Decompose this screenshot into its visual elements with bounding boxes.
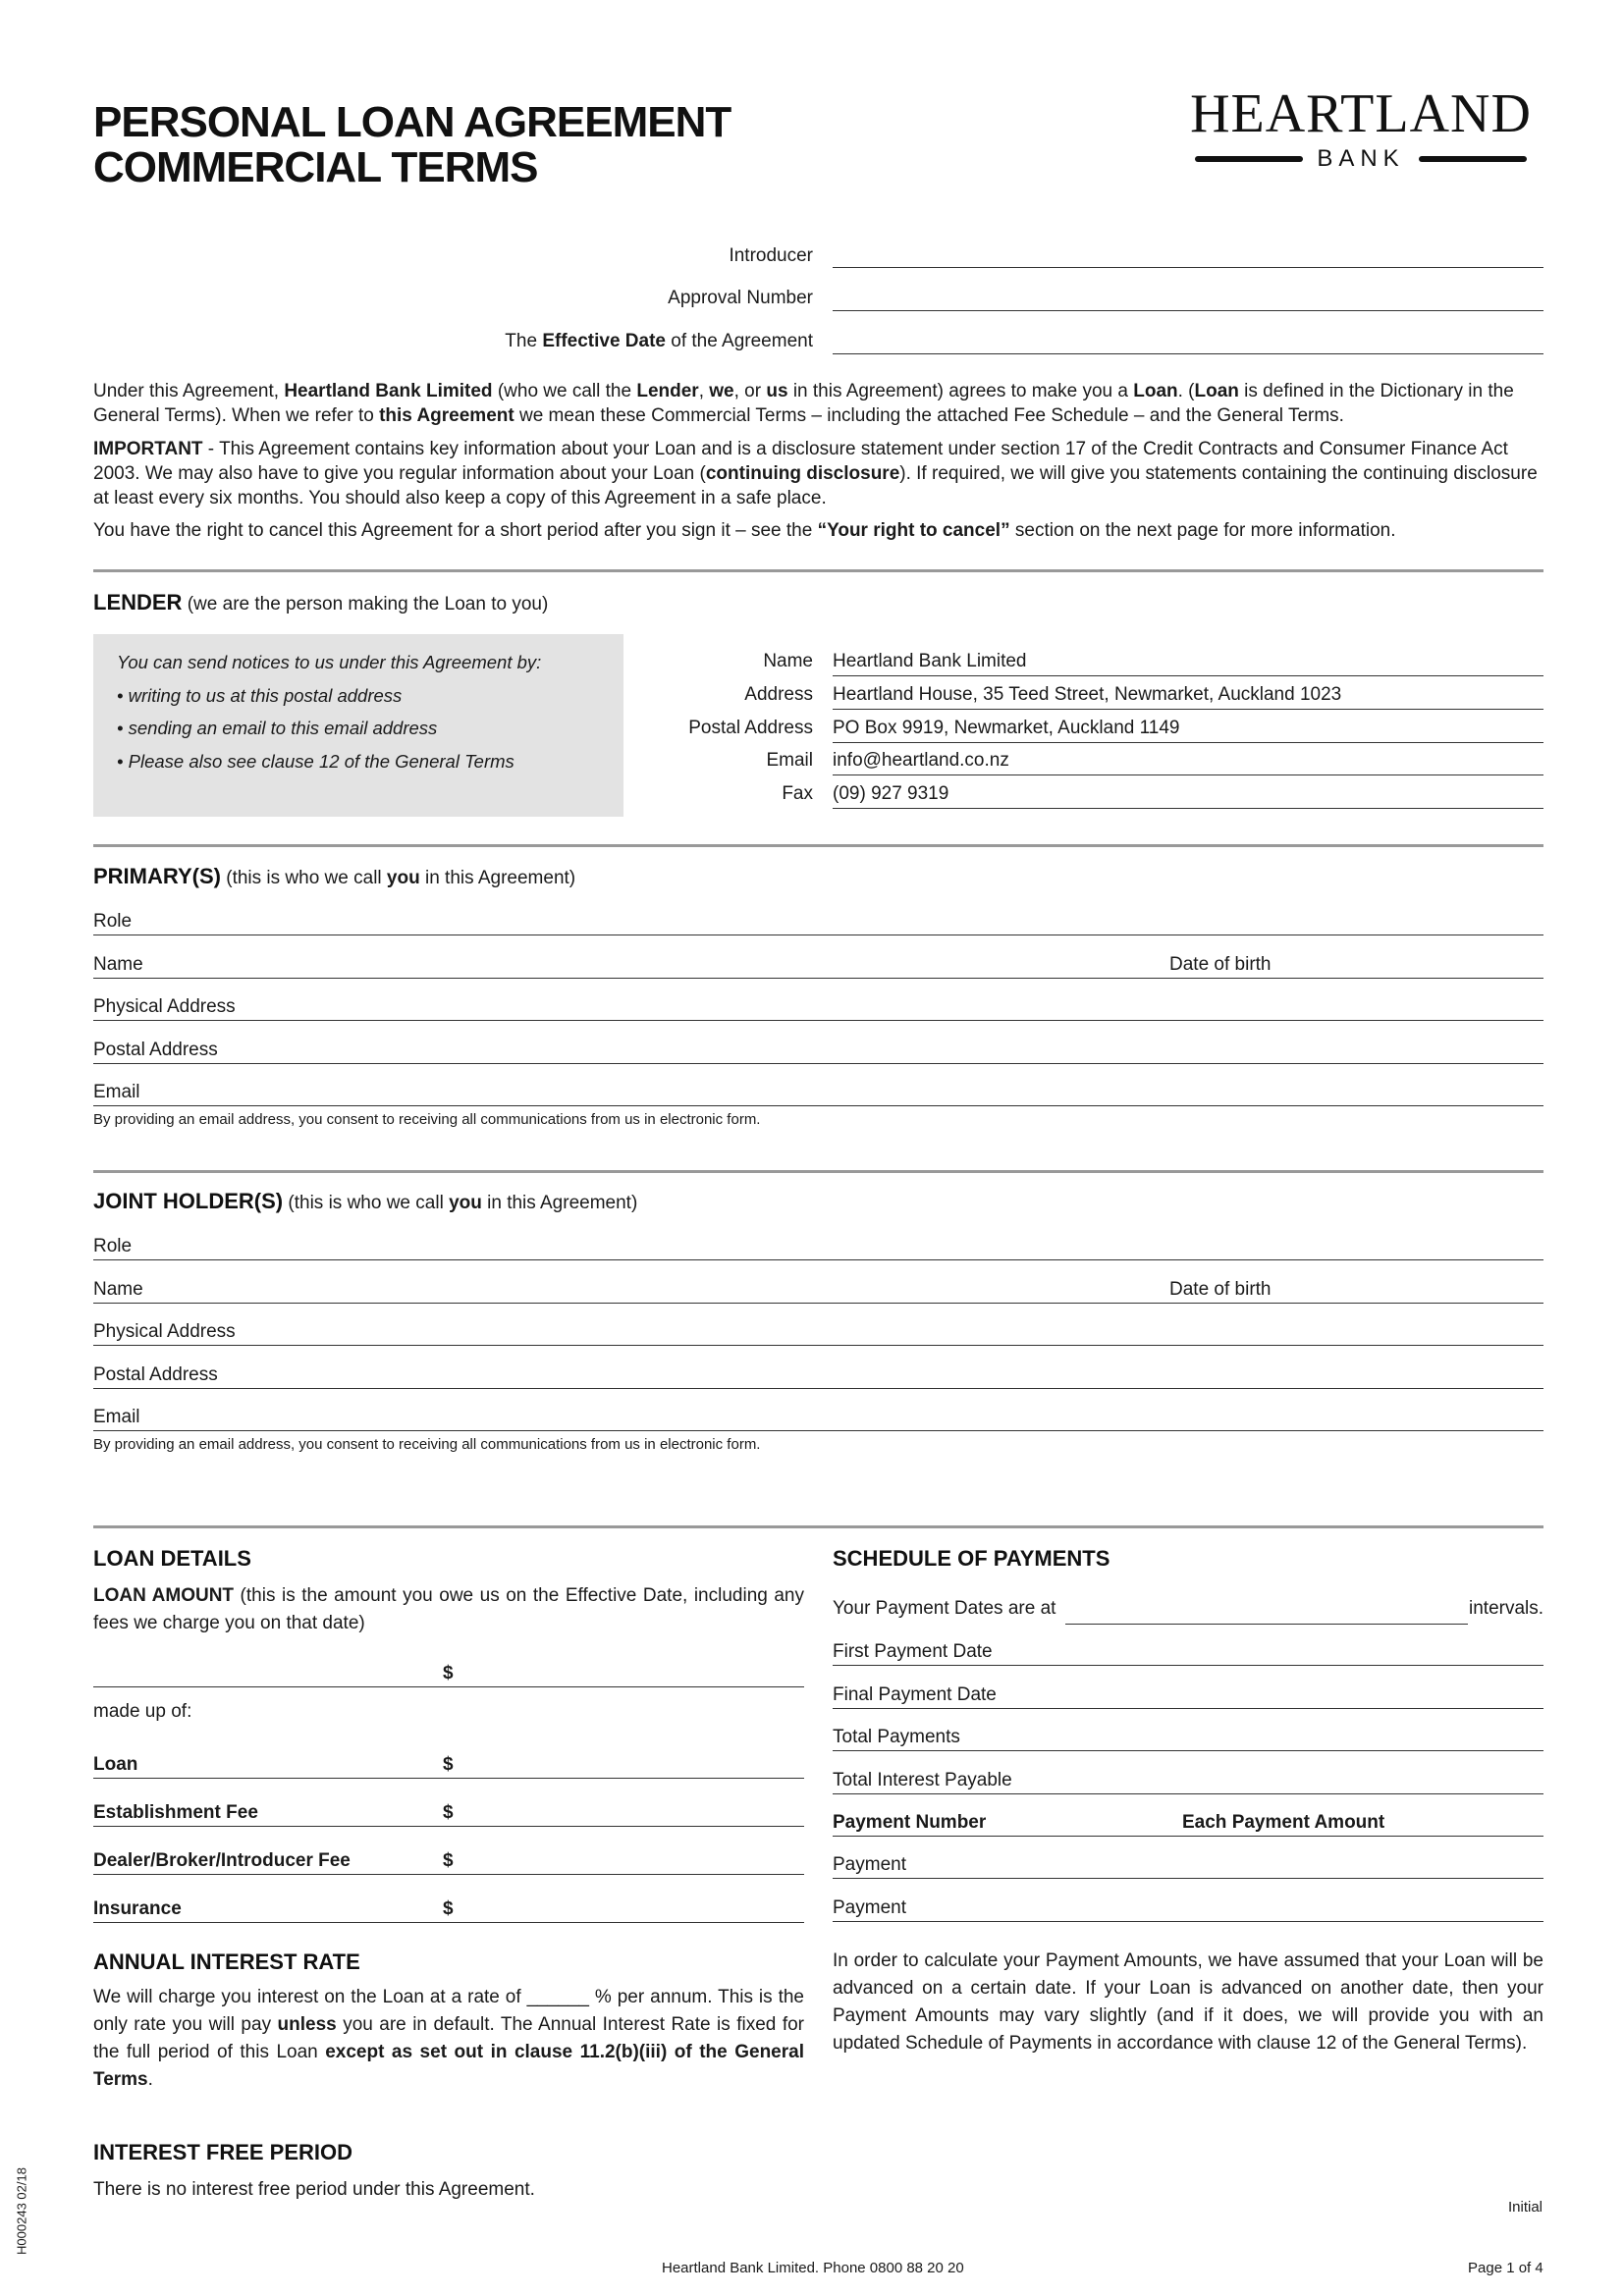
section-rule <box>93 569 1543 572</box>
joint-role-field[interactable]: Role <box>93 1230 1543 1260</box>
title-line-2: COMMERCIAL TERMS <box>93 143 538 191</box>
lender-email-row: Email info@heartland.co.nz <box>833 743 1543 775</box>
joint-email-consent: By providing an email address, you consent to receiving all communications from us in electronic form. <box>93 1436 761 1453</box>
approval-number-field[interactable] <box>833 310 1543 311</box>
payment-row[interactable]: Payment <box>833 1848 1543 1879</box>
lender-address-row: Address Heartland House, 35 Teed Street, Newmarket, Auckland 1023 <box>833 677 1543 710</box>
insurance-field[interactable]: Insurance $ <box>93 1893 804 1923</box>
first-payment-date-field[interactable]: First Payment Date <box>833 1635 1543 1666</box>
logo-bar-right <box>1419 156 1527 162</box>
notice-line: You can send notices to us under this Agreement by: <box>117 652 542 672</box>
intro-paragraph-1: Under this Agreement, Heartland Bank Limited (who we call the Lender, we, or us in this Agreement) agrees to make you a Loan. (Loan is defined in the Dictionary in the General Terms). When we refer to this Agreement we mean these Commercial Terms – including the attached Fee Schedule – and the General Terms. <box>93 381 1514 426</box>
lender-name-row: Name Heartland Bank Limited <box>833 644 1543 676</box>
notice-box <box>93 634 623 817</box>
section-rule <box>93 1525 1543 1528</box>
primary-name-field[interactable]: Name Date of birth <box>93 948 1543 979</box>
effective-date-label: The Effective Date of the Agreement <box>505 331 813 351</box>
interest-free-text: There is no interest free period under this Agreement. <box>93 2179 535 2200</box>
section-rule <box>93 1170 1543 1173</box>
schedule-note: In order to calculate your Payment Amounts, we have assumed that your Loan will be advanced on a certain date. If your Loan is advanced on another date, then your Payment Amounts may vary slightly (and if it does, we will provide you with an updated Schedule of Payments in accordance with clause 12 of the General Terms). <box>833 1950 1543 2054</box>
final-payment-date-field[interactable]: Final Payment Date <box>833 1679 1543 1709</box>
intervals-label: intervals. <box>1469 1598 1544 1619</box>
logo-subword: BANK <box>1317 145 1405 172</box>
notice-line: • writing to us at this postal address <box>117 684 403 706</box>
primary-role-field[interactable]: Role <box>93 905 1543 935</box>
heartland-logo <box>1178 83 1543 173</box>
loan-details-heading: LOAN DETAILS <box>93 1546 251 1571</box>
joint-name-field[interactable]: Name Date of birth <box>93 1273 1543 1304</box>
primary-email-field[interactable]: Email <box>93 1076 1543 1106</box>
payment-row[interactable]: Payment <box>833 1892 1543 1922</box>
lender-postal-row: Postal Address PO Box 9919, Newmarket, Auckland 1149 <box>833 711 1543 743</box>
payment-interval-field[interactable] <box>1065 1624 1468 1625</box>
interest-free-heading: INTEREST FREE PERIOD <box>93 2140 353 2164</box>
dob-label: Date of birth <box>1169 954 1272 975</box>
joint-heading: JOINT HOLDER(S) (this is who we call you in this Agreement) <box>93 1189 638 1213</box>
loan-amount-text: LOAN AMOUNT (this is the amount you owe us on the Effective Date, including any fees we charge you on that date) <box>93 1585 804 1633</box>
logo-wordmark: HEARTLAND <box>1190 83 1532 144</box>
dob-label: Date of birth <box>1169 1279 1272 1300</box>
joint-postal-address-field[interactable]: Postal Address <box>93 1359 1543 1389</box>
establishment-fee-field[interactable]: Establishment Fee $ <box>93 1796 804 1827</box>
initial-label: Initial <box>1508 2199 1543 2216</box>
logo-bar-left <box>1195 156 1303 162</box>
lender-heading: LENDER (we are the person making the Loan to you) <box>93 590 549 614</box>
interest-rate-heading: ANNUAL INTEREST RATE <box>93 1949 360 1974</box>
notice-line: • sending an email to this email address <box>117 718 438 738</box>
lender-fax-row: Fax (09) 927 9319 <box>833 776 1543 809</box>
cancel-paragraph: You have the right to cancel this Agreement for a short period after you sign it – see the “Your right to cancel” section on the next page for more information. <box>93 520 1396 541</box>
page-title <box>93 100 731 190</box>
primary-physical-address-field[interactable]: Physical Address <box>93 990 1543 1021</box>
made-up-label: made up of: <box>93 1701 192 1722</box>
payment-dates-label: Your Payment Dates are at <box>833 1598 1056 1619</box>
total-interest-field[interactable]: Total Interest Payable <box>833 1764 1543 1794</box>
interest-rate-text: We will charge you interest on the Loan at a rate of ______ % per annum. This is the only rate you will pay unless you are in default. The Annual Interest Rate is fixed for the full period of this Loan except as set out in clause 11.2(b)(iii) of the General Terms. <box>93 1987 804 2090</box>
primary-heading: PRIMARY(S) (this is who we call you in this Agreement) <box>93 864 576 888</box>
loan-field[interactable]: Loan $ <box>93 1748 804 1779</box>
footer-contact: Heartland Bank Limited. Phone 0800 88 20 20 <box>662 2260 964 2276</box>
introducer-field[interactable] <box>833 267 1543 268</box>
loan-amount-field[interactable]: $ <box>93 1657 804 1687</box>
introducer-label: Introducer <box>729 245 813 266</box>
primary-postal-address-field[interactable]: Postal Address <box>93 1034 1543 1064</box>
total-payments-field[interactable]: Total Payments <box>833 1721 1543 1751</box>
section-rule <box>93 844 1543 847</box>
joint-physical-address-field[interactable]: Physical Address <box>93 1315 1543 1346</box>
page-number: Page 1 of 4 <box>1468 2260 1543 2276</box>
joint-email-field[interactable]: Email <box>93 1401 1543 1431</box>
notice-line: • Please also see clause 12 of the General Terms <box>117 750 514 772</box>
primary-email-consent: By providing an email address, you consent to receiving all communications from us in electronic form. <box>93 1111 761 1128</box>
form-code: H000243 02/18 <box>14 2167 29 2255</box>
payment-table-header: Payment Number Each Payment Amount <box>833 1806 1543 1837</box>
schedule-heading: SCHEDULE OF PAYMENTS <box>833 1546 1110 1571</box>
approval-number-label: Approval Number <box>668 288 813 308</box>
effective-date-field[interactable] <box>833 353 1543 354</box>
important-paragraph: IMPORTANT - This Agreement contains key information about your Loan and is a disclosure statement under section 17 of the Credit Contracts and Consumer Finance Act 2003. We may also have to give you regular information about your Loan (continuing disclosure). If required, we will give you statements containing the continuing disclosure at least every six months. You should also keep a copy of this Agreement in a safe place. <box>93 439 1538 508</box>
dealer-fee-field[interactable]: Dealer/Broker/Introducer Fee $ <box>93 1844 804 1875</box>
title-line-1: PERSONAL LOAN AGREEMENT <box>93 98 731 146</box>
